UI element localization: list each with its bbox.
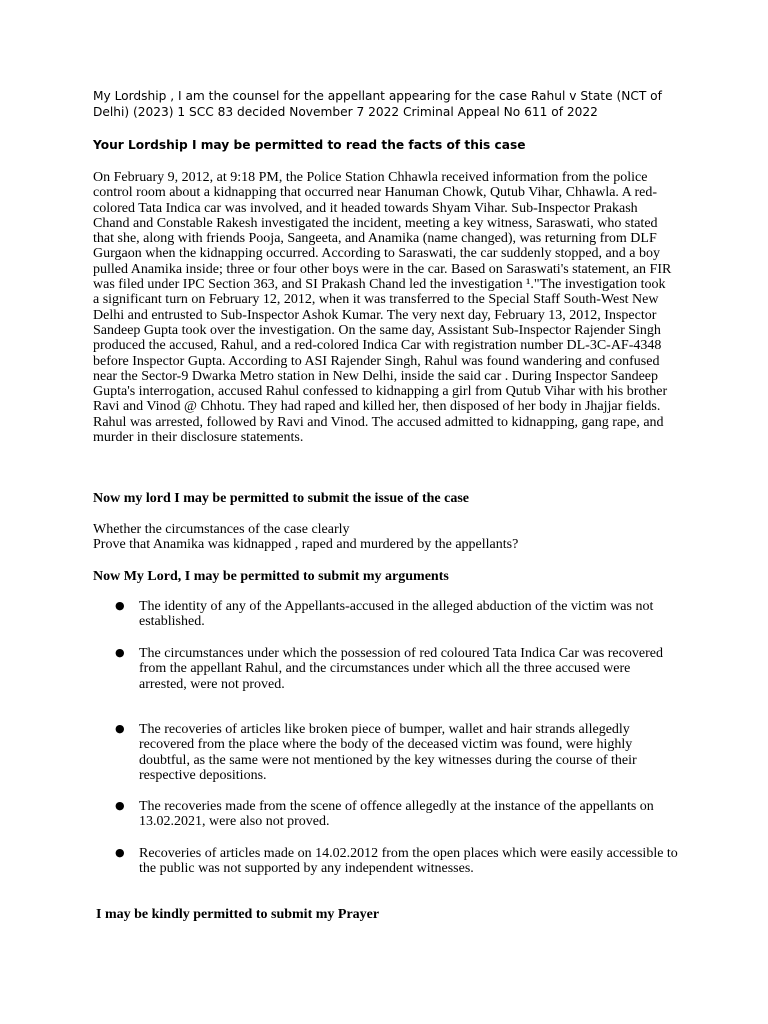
arguments-heading: Now My Lord, I may be permitted to submit my arguments <box>93 569 449 584</box>
argument-item <box>115 646 679 692</box>
issue-text <box>93 522 518 553</box>
bullet-icon: ● <box>115 846 125 859</box>
argument-item <box>115 722 679 783</box>
argument-text: The recoveries of articles like broken piece of bumper, wallet and hair strands allegedly recovered from the place where the body of the deceased victim was found, were highly doubtful, as the same were not mentioned by the key witnesses during the course of their respective depositions. <box>139 722 637 783</box>
facts-paragraph: On February 9, 2012, at 9:18 PM, the Police Station Chhawla received information from the police control room about a kidnapping that occurred near Hanuman Chowk, Qutub Vihar, Chhawla. A red-colored Tata Indica car was involved, and it headed towards Shyam Vihar. Sub-Inspector Prakash Chand and Constable Rakesh investigated the incident, meeting a key witness, Saraswati, who stated that she, along with friends Pooja, Sangeeta, and Anamika (name changed), was returning from DLF Gurgaon when the kidnapping occurred. According to Saraswati, the car suddenly stopped, and a boy pulled Anamika inside; three or four other boys were in the car. Based on Saraswati's statement, an FIR was filed under IPC Section 363, and SI Prakash Chand led the investigation ¹."The investigation took a significant turn on February 12, 2012, when it was transferred to the Special Staff South-West New Delhi and entrusted to Sub-Inspector Ashok Kumar. The very next day, February 13, 2012, Inspector Sandeep Gupta took over the investigation. On the same day, Assistant Sub-Inspector Rajender Singh produced the accused, Rahul, and a red-colored Indica Car with registration number DL-3C-AF-4348 before Inspector Gupta. According to ASI Rajender Singh, Rahul was found wandering and confused near the Sector-9 Dwarka Metro station in New Delhi, inside the said car . During Inspector Sandeep Gupta's interrogation, accused Rahul confessed to kidnapping a girl from Qutub Vihar with his brother Ravi and Vinod @ Chhotu. They had raped and killed her, then disposed of her body in Jhajjar fields. Rahul was arrested, followed by Ravi and Vinod. The accused admitted to kidnapping, gang rape, and murder in their disclosure statements. <box>93 170 672 446</box>
intro-paragraph: My Lordship , I am the counsel for the appellant appearing for the case Rahul v State (NCT of Delhi) (2023) 1 SCC 83 decided November 7 2022 Criminal Appeal No 611 of 2022 <box>93 89 662 119</box>
issue-line-2: Prove that Anamika was kidnapped , raped and murdered by the appellants? <box>93 537 519 553</box>
argument-item <box>115 799 679 830</box>
bullet-icon: ● <box>115 799 125 812</box>
argument-text: Recoveries of articles made on 14.02.2012 from the open places which were easily accessible to the public was not supported by any independent witnesses. <box>139 846 678 877</box>
facts-heading: Your Lordship I may be permitted to read the facts of this case <box>93 138 526 152</box>
bullet-icon: ● <box>115 599 125 612</box>
argument-item <box>115 599 679 630</box>
argument-item <box>115 846 679 877</box>
bullet-icon: ● <box>115 646 125 659</box>
argument-text: The circumstances under which the possession of red coloured Tata Indica Car was recovered from the appellant Rahul, and the circumstances under which all the three accused were arrested, were not proved. <box>139 646 663 692</box>
argument-text: The identity of any of the Appellants-accused in the alleged abduction of the victim was not established. <box>139 599 654 630</box>
bullet-icon: ● <box>115 722 125 735</box>
issue-line-1: Whether the circumstances of the case clearly <box>93 522 350 537</box>
prayer-heading: I may be kindly permitted to submit my Prayer <box>96 907 380 922</box>
issue-heading: Now my lord I may be permitted to submit the issue of the case <box>93 491 470 506</box>
argument-text: The recoveries made from the scene of offence allegedly at the instance of the appellants on 13.02.2021, were also not proved. <box>139 799 654 830</box>
